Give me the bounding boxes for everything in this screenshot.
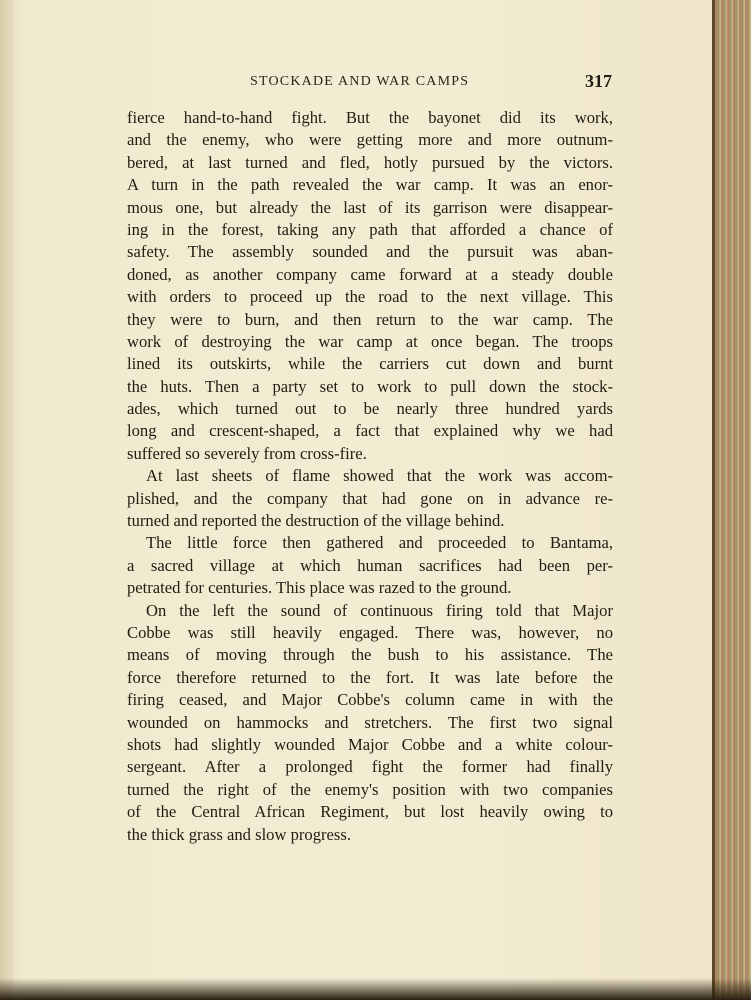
text-line-paragraph-end: turned and reported the destruction of the village behind. [127, 511, 505, 531]
running-title: STOCKADE AND WAR CAMPS [250, 74, 470, 89]
text-line: turned the right of the enemy's position with two companies [127, 779, 613, 799]
text-line: doned, as another company came forward at a steady double [127, 264, 613, 284]
bottom-shadow [0, 978, 751, 1000]
text-line: sergeant. After a prolonged fight the former had finally [127, 757, 613, 777]
text-line: work of destroying the war camp at once began. The troops [127, 331, 613, 351]
text-line: A turn in the path revealed the war camp. It was an enor- [127, 175, 613, 195]
book-fore-edge [712, 0, 751, 1000]
text-line: the huts. Then a party set to work to pull down the stock- [127, 376, 613, 396]
text-line: they were to burn, and then return to the war camp. The [127, 309, 613, 329]
text-line: plished, and the company that had gone on in advance re- [127, 488, 613, 508]
text-line: wounded on hammocks and stretchers. The first two signal [127, 712, 613, 732]
text-line-paragraph-start: At last sheets of flame showed that the work was accom- [146, 466, 613, 486]
body-text [127, 107, 613, 846]
text-line: mous one, but already the last of its garrison were disappear- [127, 197, 613, 217]
text-line: with orders to proceed up the road to the next village. This [127, 287, 613, 307]
text-line-paragraph-start: On the left the sound of continuous firing told that Major [146, 600, 613, 620]
text-line: lined its outskirts, while the carriers cut down and burnt [127, 354, 613, 374]
text-line: force therefore returned to the fort. It was late before the [127, 667, 613, 687]
text-line: firing ceased, and Major Cobbe's column came in with the [127, 690, 613, 710]
text-line: and the enemy, who were getting more and more outnum- [127, 130, 613, 150]
page-number: 317 [585, 71, 612, 91]
text-line: bered, at last turned and fled, hotly pursued by the victors. [127, 152, 613, 172]
text-line: long and crescent-shaped, a fact that explained why we had [127, 421, 613, 441]
text-line: a sacred village at which human sacrifices had been per- [127, 555, 613, 575]
text-line: of the Central African Regiment, but lost heavily owing to [127, 802, 613, 822]
text-line-paragraph-start: The little force then gathered and proceeded to Bantama, [146, 533, 613, 553]
text-line-paragraph-end: the thick grass and slow progress. [127, 824, 351, 844]
text-line: fierce hand-to-hand fight. But the bayonet did its work, [127, 108, 613, 127]
text-line: ing in the forest, taking any path that afforded a chance of [127, 219, 613, 239]
page-gutter [0, 0, 14, 1000]
text-line: means of moving through the bush to his assistance. The [127, 645, 613, 665]
text-line: ades, which turned out to be nearly three hundred yards [127, 399, 613, 419]
text-line: shots had slightly wounded Major Cobbe and a white colour- [127, 734, 613, 754]
text-line: Cobbe was still heavily engaged. There was, however, no [127, 622, 613, 642]
running-head [126, 72, 612, 94]
text-line: safety. The assembly sounded and the pursuit was aban- [127, 242, 613, 262]
text-line-paragraph-end: suffered so severely from cross-fire. [127, 443, 367, 463]
text-line-paragraph-end: petrated for centuries. This place was razed to the ground. [127, 578, 512, 598]
